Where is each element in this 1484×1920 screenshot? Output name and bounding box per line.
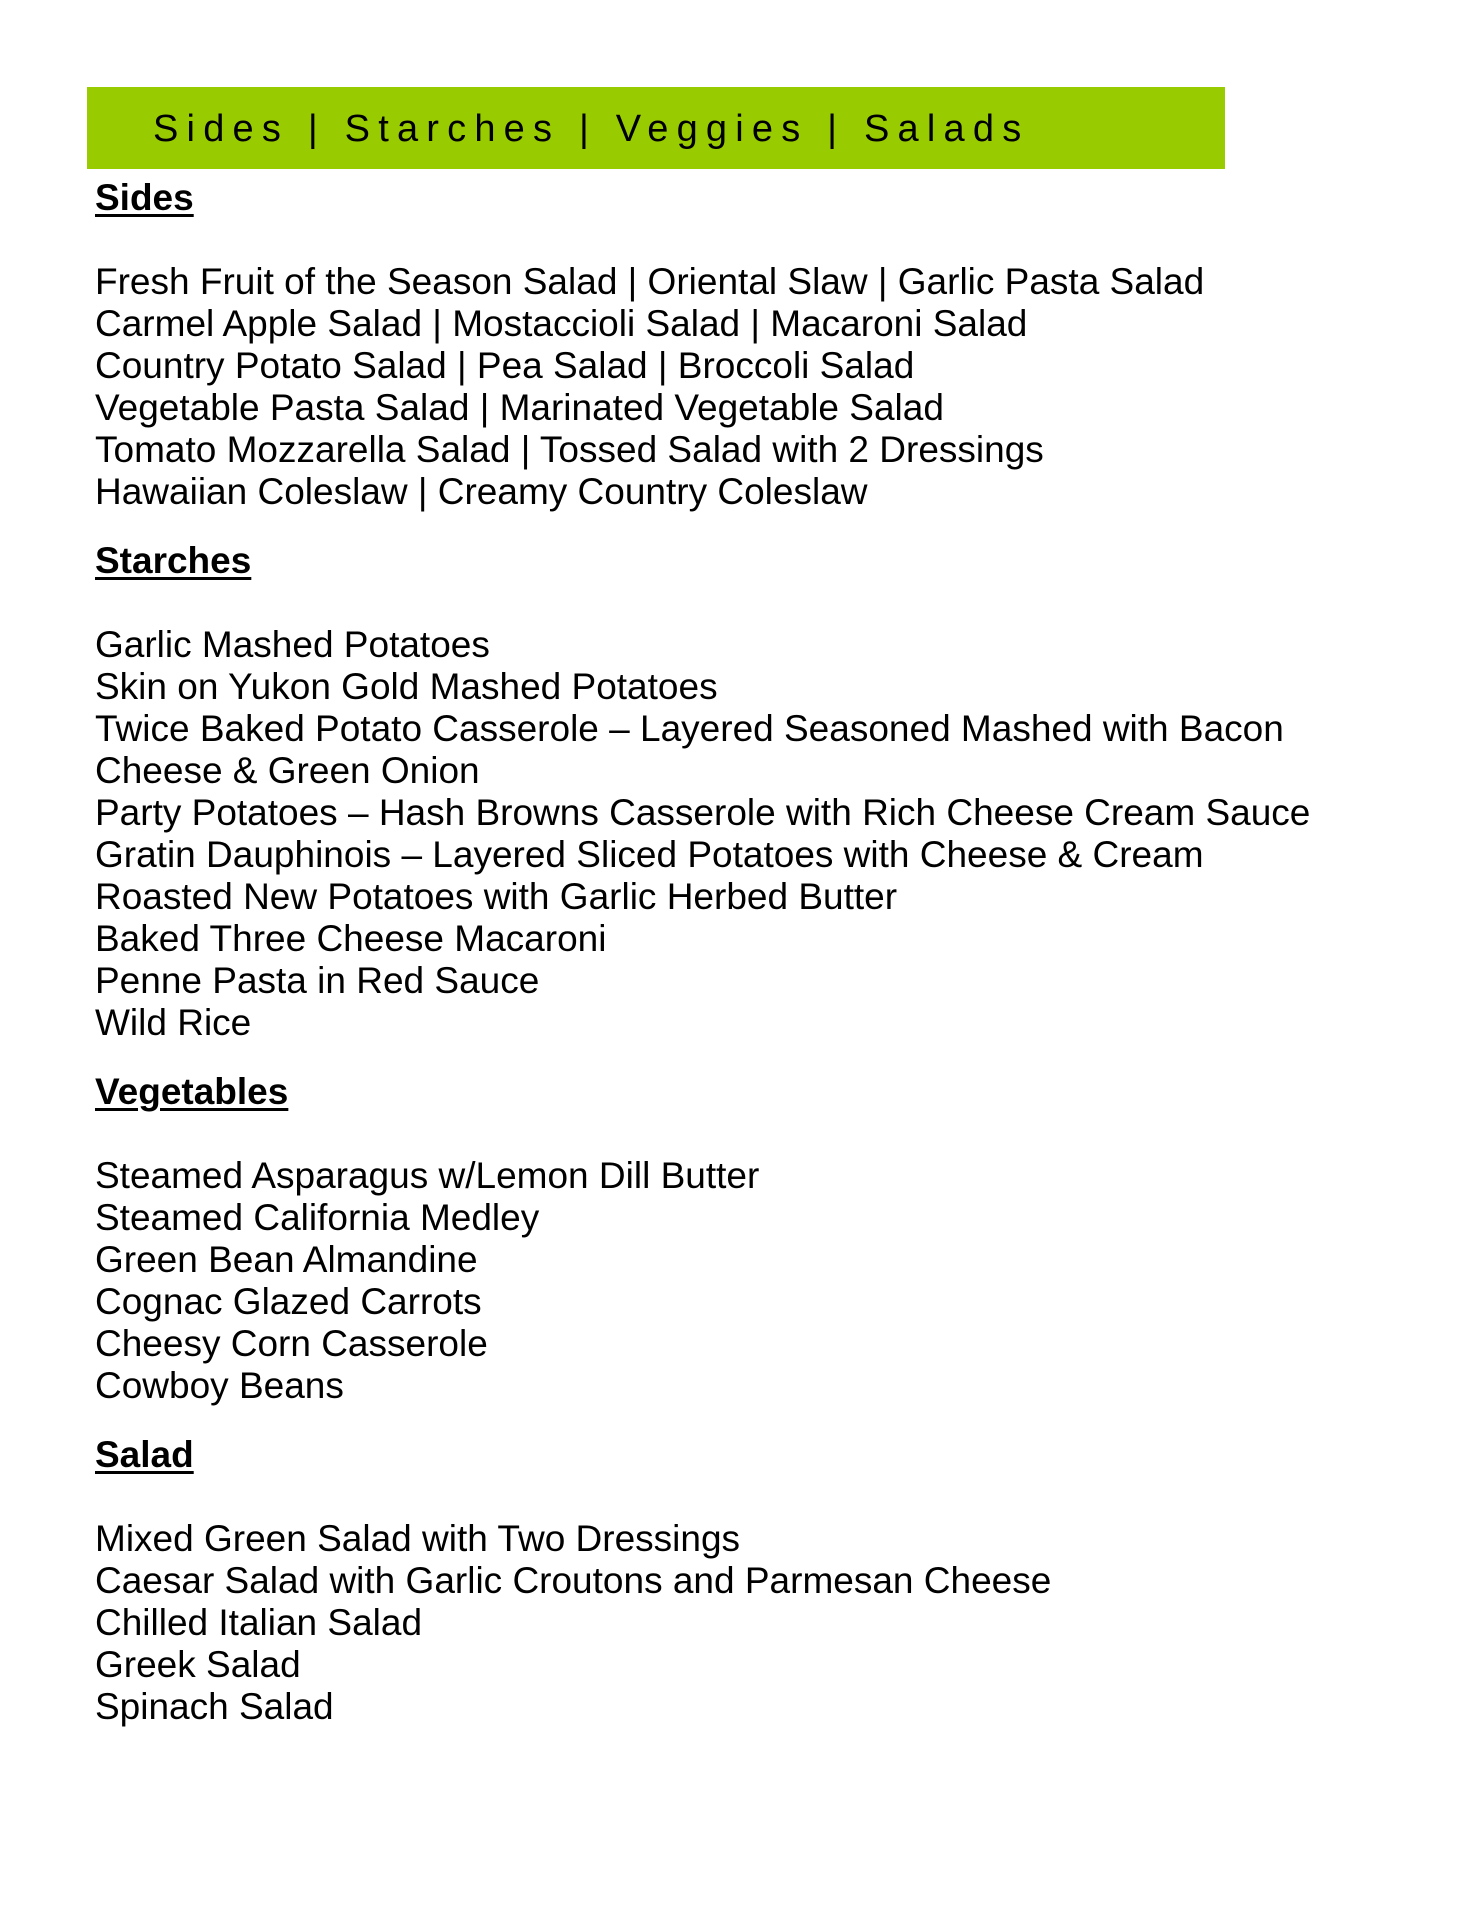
menu-item: Baked Three Cheese Macaroni: [95, 918, 607, 959]
menu-item: Cognac Glazed Carrots: [95, 1281, 482, 1322]
item-list: [95, 1518, 1475, 1728]
menu-item: Skin on Yukon Gold Mashed Potatoes: [95, 666, 718, 707]
section-heading: Starches: [95, 540, 252, 581]
menu-item: Cheese & Green Onion: [95, 750, 480, 791]
menu-item: Wild Rice: [95, 1002, 252, 1043]
item-list: [95, 624, 1475, 1044]
menu-item: Roasted New Potatoes with Garlic Herbed Butter: [95, 876, 898, 917]
banner-title: Sides | Starches | Veggies | Salads: [153, 108, 1030, 150]
menu-item: Gratin Dauphinois – Layered Sliced Potatoes with Cheese & Cream: [95, 834, 1204, 875]
menu-item: Hawaiian Coleslaw | Creamy Country Coleslaw: [95, 471, 868, 512]
menu-item: Green Bean Almandine: [95, 1239, 478, 1280]
section-vegetables: [95, 1071, 1475, 1407]
header-banner: [87, 87, 1225, 169]
menu-item: Twice Baked Potato Casserole – Layered Seasoned Mashed with Bacon: [95, 708, 1284, 749]
menu-item: Cheesy Corn Casserole: [95, 1323, 488, 1364]
menu-item: Tomato Mozzarella Salad | Tossed Salad with 2 Dressings: [95, 429, 1044, 470]
section-starches: [95, 540, 1475, 1044]
section-salad: [95, 1434, 1475, 1728]
menu-item: Chilled Italian Salad: [95, 1602, 423, 1643]
menu-item: Vegetable Pasta Salad | Marinated Vegetable Salad: [95, 387, 944, 428]
section-heading: Sides: [95, 177, 194, 218]
menu-item: Country Potato Salad | Pea Salad | Broccoli Salad: [95, 345, 915, 386]
menu-item: Garlic Mashed Potatoes: [95, 624, 490, 665]
menu-item: Steamed Asparagus w/Lemon Dill Butter: [95, 1155, 760, 1196]
menu-item: Fresh Fruit of the Season Salad | Oriental Slaw | Garlic Pasta Salad: [95, 261, 1205, 302]
item-list: [95, 1155, 1475, 1407]
menu-item: Caesar Salad with Garlic Croutons and Parmesan Cheese: [95, 1560, 1052, 1601]
menu-item: Spinach Salad: [95, 1686, 334, 1727]
menu-item: Party Potatoes – Hash Browns Casserole with Rich Cheese Cream Sauce: [95, 792, 1311, 833]
section-sides: [95, 177, 1475, 513]
item-list: [95, 261, 1475, 513]
menu-content: [95, 177, 1475, 1755]
menu-item: Mixed Green Salad with Two Dressings: [95, 1518, 741, 1559]
menu-item: Greek Salad: [95, 1644, 301, 1685]
menu-item: Steamed California Medley: [95, 1197, 540, 1238]
menu-item: Penne Pasta in Red Sauce: [95, 960, 540, 1001]
menu-item: Carmel Apple Salad | Mostaccioli Salad | Macaroni Salad: [95, 303, 1028, 344]
section-heading: Salad: [95, 1434, 194, 1475]
menu-item: Cowboy Beans: [95, 1365, 344, 1406]
section-heading: Vegetables: [95, 1071, 289, 1112]
